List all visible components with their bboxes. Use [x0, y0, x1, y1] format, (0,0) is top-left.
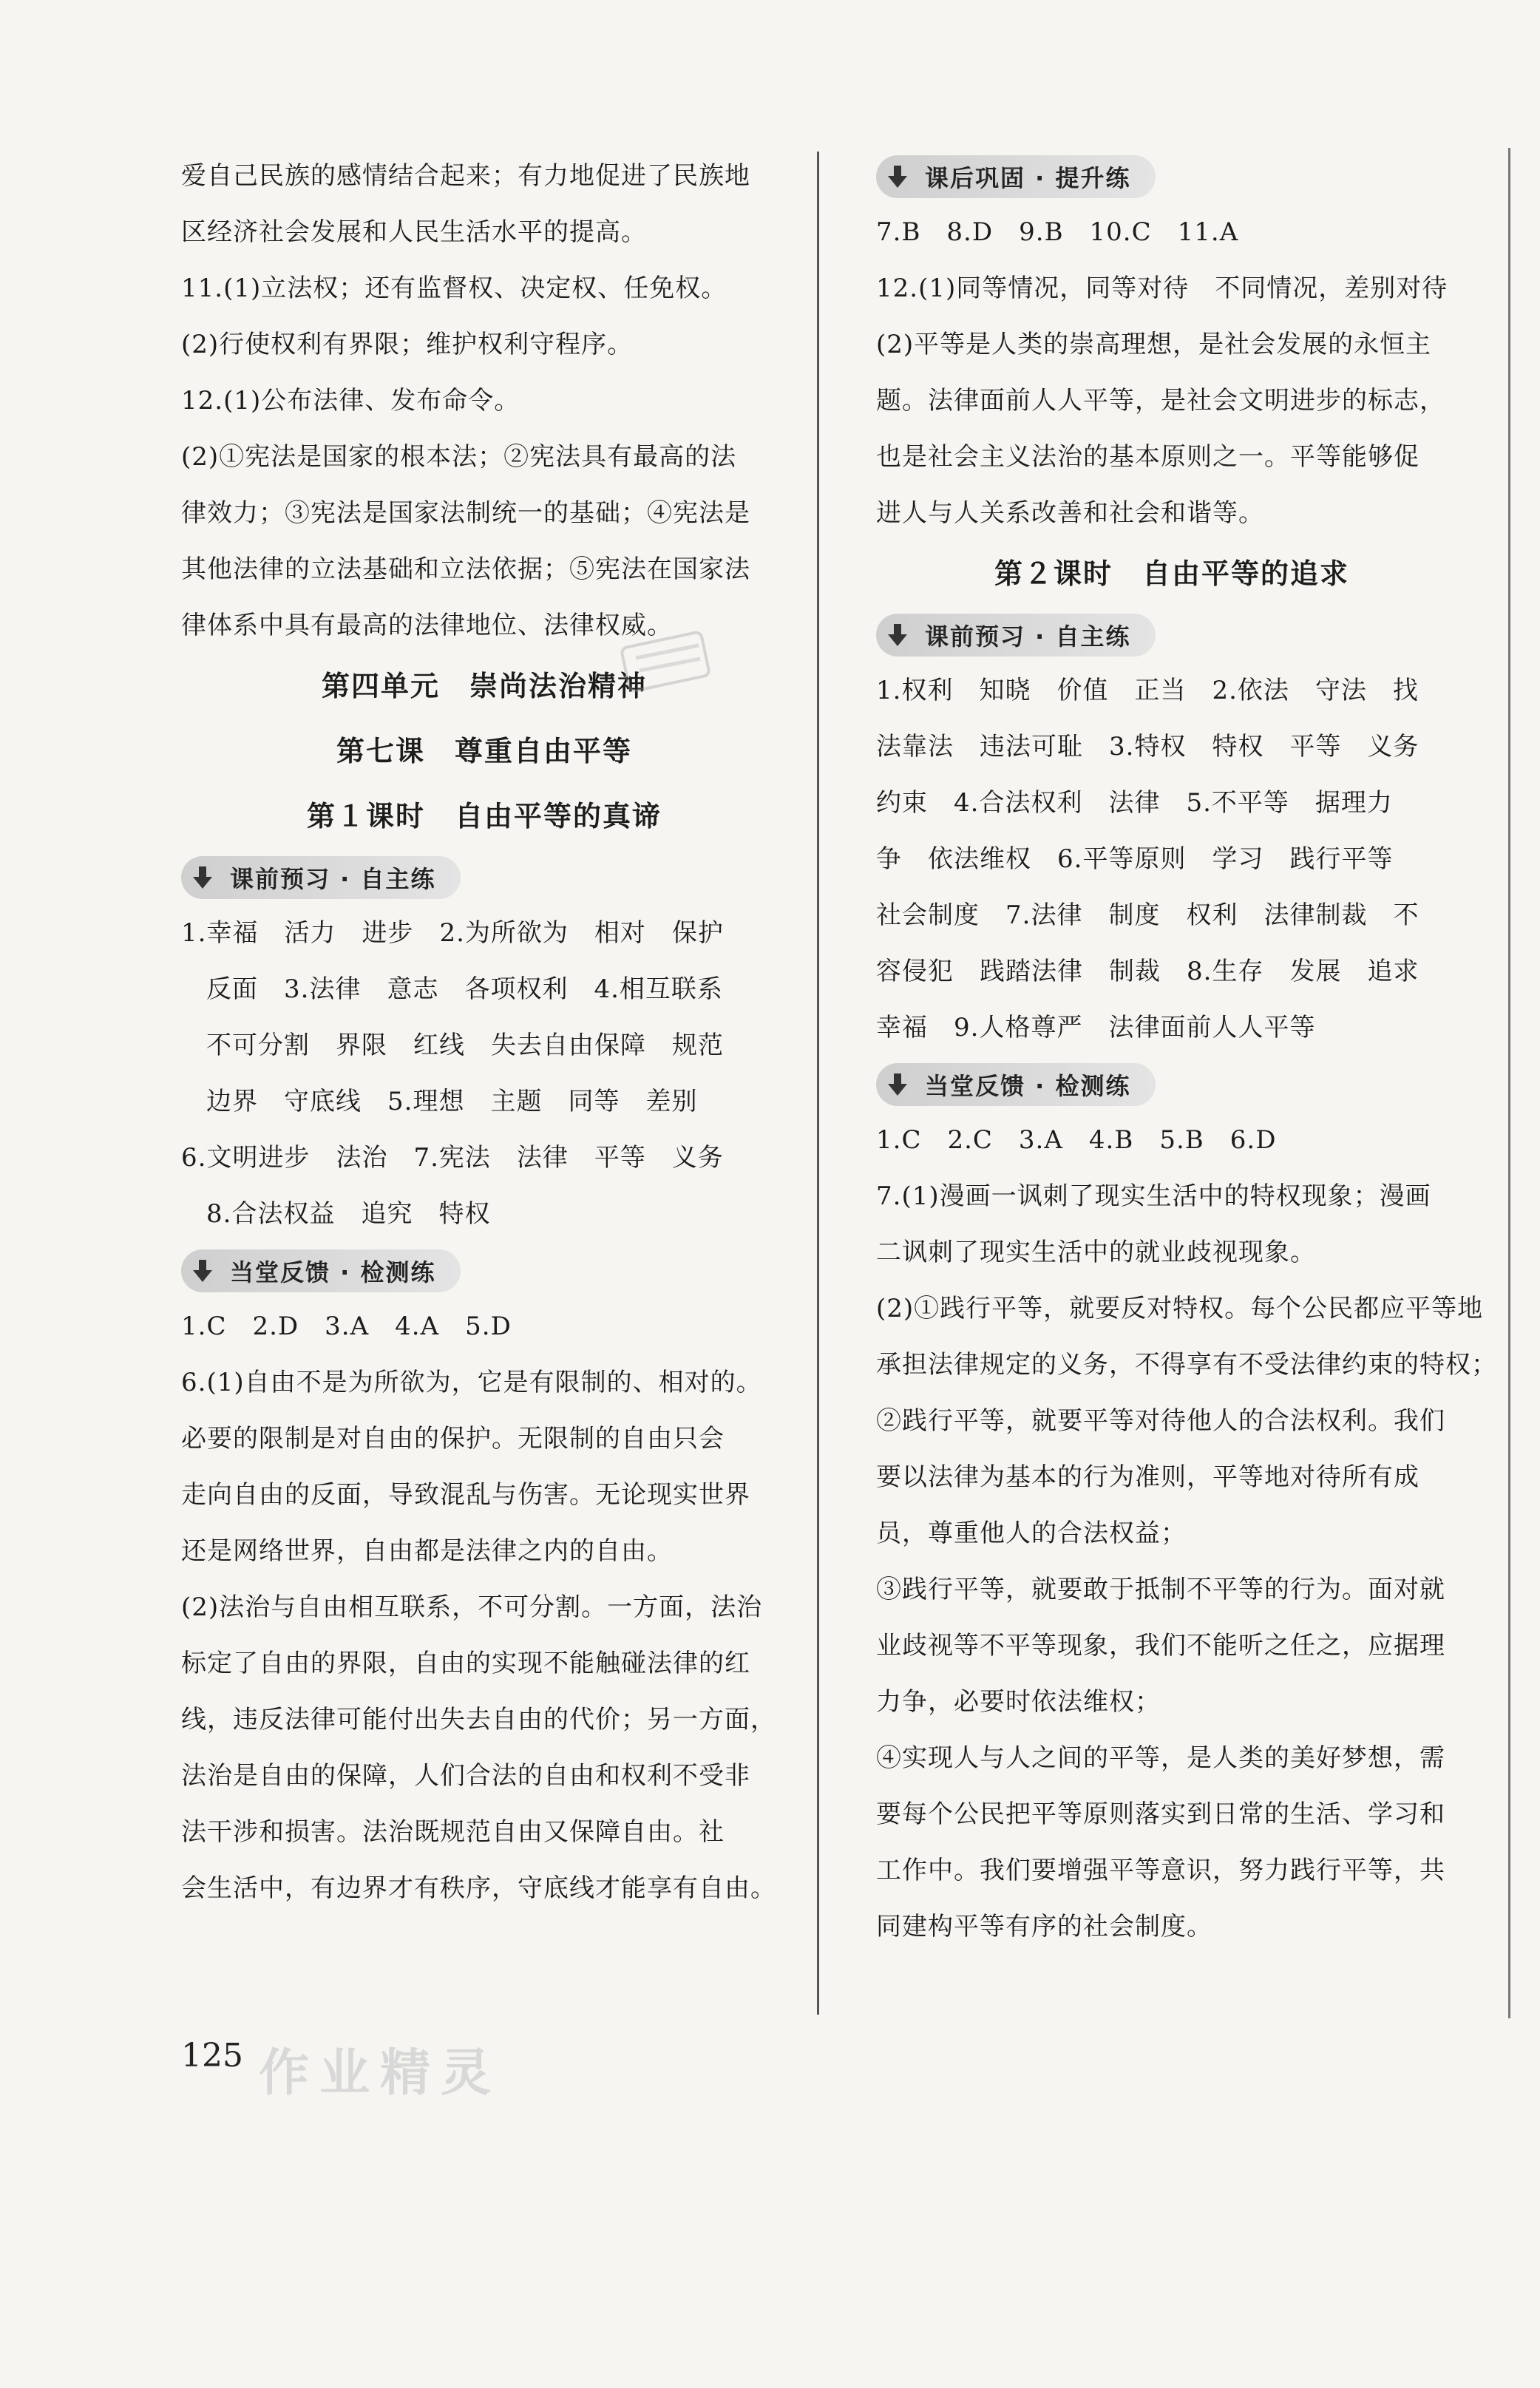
text-line: 12.(1)公布法律、发布命令。 [181, 386, 520, 415]
class-title: 第１课时 自由平等的真谛 [306, 800, 662, 832]
text-line: 1.C 2.D 3.A 4.A 5.D [181, 1312, 512, 1341]
section-badge-preview [876, 614, 1156, 657]
text-line: 法干涉和损害。法治既规范自由又保障自由。社 [181, 1817, 725, 1847]
text-line: 8.合法权益 追究 特权 [206, 1199, 491, 1229]
text-line: 同建构平等有序的社会制度。 [876, 1912, 1212, 1941]
section-badge-feedback [876, 1063, 1156, 1106]
unit-title: 第四单元 崇尚法治精神 [321, 670, 647, 702]
text-line: 1.权利 知晓 价值 正当 2.依法 守法 找 [876, 676, 1419, 705]
text-line: 反面 3.法律 意志 各项权利 4.相互联系 [206, 974, 723, 1004]
text-line: (2)平等是人类的崇高理想，是社会发展的永恒主 [876, 330, 1432, 359]
text-line: 11.(1)立法权；还有监督权、决定权、任免权。 [181, 274, 727, 303]
text-line: 6.文明进步 法治 7.宪法 法律 平等 义务 [181, 1143, 724, 1173]
text-line: (2)①宪法是国家的根本法；②宪法具有最高的法 [181, 442, 737, 472]
text-line: 约束 4.合法权利 法律 5.不平等 据理力 [876, 788, 1393, 818]
page-edge-line [1508, 148, 1510, 2018]
text-line: 要每个公民把平等原则落实到日常的生活、学习和 [876, 1800, 1445, 1829]
text-line: 标定了自由的界限，自由的实现不能触碰法律的红 [181, 1649, 750, 1678]
text-line: 爱自己民族的感情结合起来；有力地促进了民族地 [181, 161, 750, 191]
text-line: ③践行平等，就要敢于抵制不平等的行为。面对就 [876, 1575, 1445, 1604]
text-line: 法治是自由的保障，人们合法的自由和权利不受非 [181, 1761, 750, 1791]
column-divider [817, 152, 819, 2015]
text-line: 7.B 8.D 9.B 10.C 11.A [876, 217, 1239, 247]
badge-label: 课前预习 · 自主练 [230, 865, 436, 893]
text-line: 律体系中具有最高的法律地位、法律权威。 [181, 611, 673, 640]
text-line: ④实现人与人之间的平等，是人类的美好梦想，需 [876, 1743, 1445, 1773]
text-line: (2)行使权利有界限；维护权利守程序。 [181, 330, 634, 359]
text-line: 12.(1)同等情况，同等对待 不同情况，差别对待 [876, 274, 1448, 303]
text-line: 1.幸福 活力 进步 2.为所欲为 相对 保护 [181, 918, 724, 948]
badge-label: 当堂反馈 · 检测练 [230, 1258, 436, 1286]
text-line: ②践行平等，就要平等对待他人的合法权利。我们 [876, 1406, 1445, 1436]
badge-label: 课后巩固 · 提升练 [925, 164, 1131, 192]
text-line: 社会制度 7.法律 制度 权利 法律制裁 不 [876, 900, 1419, 930]
text-line: 线，违反法律可能付出失去自由的代价；另一方面， [181, 1705, 776, 1734]
text-line: 法靠法 违法可耻 3.特权 特权 平等 义务 [876, 732, 1419, 761]
section-badge-preview [181, 856, 461, 899]
text-line: 区经济社会发展和人民生活水平的提高。 [181, 217, 647, 247]
down-arrow-icon [181, 856, 224, 899]
text-line: 业歧视等不平等现象，我们不能听之任之，应据理 [876, 1631, 1445, 1661]
text-line: 必要的限制是对自由的保护。无限制的自由只会 [181, 1424, 725, 1454]
text-line: 其他法律的立法基础和立法依据；⑤宪法在国家法 [181, 554, 750, 584]
text-line: (2)①践行平等，就要反对特权。每个公民都应平等地 [876, 1294, 1484, 1323]
text-line: 还是网络世界，自由都是法律之内的自由。 [181, 1536, 673, 1566]
text-line: 走向自由的反面，导致混乱与伤害。无论现实世界 [181, 1480, 750, 1510]
text-line: 二讽刺了现实生活中的就业歧视现象。 [876, 1238, 1316, 1267]
down-arrow-icon [876, 1063, 919, 1106]
class-title: 第２课时 自由平等的追求 [994, 557, 1349, 590]
right-column [876, 148, 1497, 1955]
text-line: 争 依法维权 6.平等原则 学习 践行平等 [876, 844, 1394, 874]
badge-label: 课前预习 · 自主练 [925, 623, 1131, 651]
text-line: 员，尊重他人的合法权益； [876, 1519, 1187, 1548]
text-line: 力争，必要时依法维权； [876, 1687, 1161, 1717]
down-arrow-icon [181, 1249, 224, 1292]
text-line: 会生活中，有边界才有秩序，守底线才能享有自由。 [181, 1873, 776, 1903]
text-line: 6.(1)自由不是为所欲为，它是有限制的、相对的。 [181, 1368, 762, 1397]
text-line: 律效力；③宪法是国家法制统一的基础；④宪法是 [181, 498, 750, 528]
down-arrow-icon [876, 155, 919, 198]
text-line: 题。法律面前人人平等，是社会文明进步的标志， [876, 386, 1445, 415]
text-line: 边界 守底线 5.理想 主题 同等 差别 [206, 1087, 698, 1116]
text-line: 不可分割 界限 红线 失去自由保障 规范 [206, 1031, 724, 1060]
section-badge-after-class [876, 155, 1156, 198]
badge-label: 当堂反馈 · 检测练 [925, 1072, 1131, 1100]
left-column [181, 148, 787, 1916]
text-line: 1.C 2.C 3.A 4.B 5.B 6.D [876, 1125, 1277, 1155]
text-line: 也是社会主义法治的基本原则之一。平等能够促 [876, 442, 1419, 472]
text-line: 承担法律规定的义务，不得享有不受法律约束的特权； [876, 1350, 1497, 1380]
text-line: (2)法治与自由相互联系，不可分割。一方面，法治 [181, 1592, 763, 1622]
page-number: 125 [181, 2037, 243, 2075]
watermark: 作业精灵 [259, 2044, 502, 2103]
down-arrow-icon [876, 614, 919, 657]
text-line: 工作中。我们要增强平等意识，努力践行平等，共 [876, 1856, 1445, 1885]
faint-stamp-mark [617, 625, 721, 706]
text-line: 幸福 9.人格尊严 法律面前人人平等 [876, 1013, 1316, 1042]
text-line: 容侵犯 践踏法律 制裁 8.生存 发展 追求 [876, 957, 1419, 986]
section-badge-feedback [181, 1249, 461, 1292]
text-line: 要以法律为基本的行为准则，平等地对待所有成 [876, 1462, 1419, 1492]
text-line: 7.(1)漫画一讽刺了现实生活中的特权现象；漫画 [876, 1181, 1431, 1211]
lesson-title: 第七课 尊重自由平等 [336, 735, 632, 767]
text-line: 进人与人关系改善和社会和谐等。 [876, 498, 1264, 528]
